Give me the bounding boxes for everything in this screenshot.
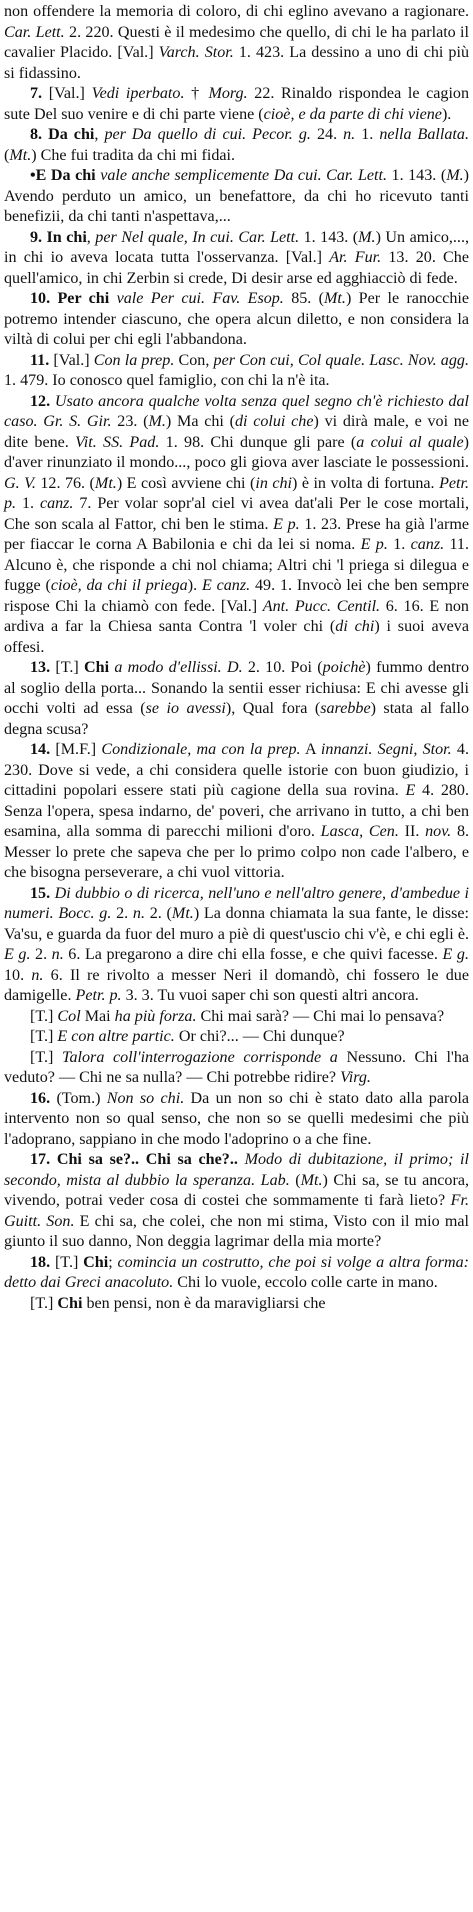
entry-heading: 12. bbox=[30, 392, 55, 410]
text-run: 6. 16. E non ardiva a far la Chiesa santa Contra 'l voler chi ( bbox=[4, 597, 469, 635]
italic-run: Mt. bbox=[324, 290, 346, 307]
text-run: [T.] bbox=[30, 1048, 63, 1066]
italic-run: se io avessi bbox=[145, 700, 226, 717]
text-run: ) fummo dentro al soglio della porta... Sonando la sentii esser richiusa: E chi avesse gli occhi volti ad essa ( bbox=[4, 659, 470, 717]
entry-heading: Chi bbox=[84, 659, 110, 676]
text-run: Con, bbox=[174, 351, 214, 369]
dictionary-paragraph bbox=[4, 1253, 469, 1294]
italic-run: canz. bbox=[39, 495, 74, 512]
text-run: 1. bbox=[387, 536, 411, 553]
dictionary-paragraph bbox=[4, 84, 469, 125]
dictionary-paragraph bbox=[4, 351, 469, 392]
text-run: (Tom.) bbox=[56, 1089, 107, 1107]
entry-heading: 9. In chi bbox=[30, 228, 87, 246]
italic-run: ha più forza. bbox=[114, 1007, 197, 1025]
text-run: 24. bbox=[310, 126, 344, 143]
text-run: Or chi?... — Chi dunque? bbox=[174, 1028, 345, 1045]
entry-heading: Chi bbox=[57, 1294, 83, 1312]
italic-run: Ant. Pucc. Centil. bbox=[262, 597, 381, 615]
italic-run: G. V. bbox=[4, 474, 36, 492]
text-run: Mai bbox=[80, 1007, 115, 1025]
text-run: ). bbox=[187, 577, 202, 594]
text-run: Nessuno. Chi l'ha veduto? — Chi ne sa nulla? — Chi potrebbe ridire? bbox=[4, 1048, 470, 1086]
dictionary-paragraph bbox=[4, 392, 469, 659]
italic-run: Virg. bbox=[340, 1069, 371, 1086]
text-run: 1. bbox=[355, 126, 380, 143]
entry-heading: 8. Da chi bbox=[30, 126, 95, 143]
text-run: 22. Rinaldo rispondea le cagion sute Del suo venire e di chi parte viene ( bbox=[4, 85, 470, 123]
text-run: 7. Per volar sopr'al ciel vi avea dat'ali Per le cose mortali, Che son scala al Fattor, chi ben le stima. bbox=[4, 495, 469, 533]
text-run: 13. 20. Che quell'amico, in chi Zerbin si crede, Di desir arse ed agghiacciò di fede. bbox=[4, 249, 469, 287]
entry-heading: •E Da chi bbox=[30, 167, 96, 184]
italic-run: n. bbox=[31, 966, 44, 984]
text-run: ( bbox=[289, 1171, 301, 1189]
text-run: 1. 98. Chi dunque gli pare ( bbox=[159, 433, 357, 451]
dictionary-paragraph bbox=[4, 884, 469, 1007]
italic-run: nov. bbox=[425, 823, 452, 840]
italic-run: in chi bbox=[255, 474, 293, 492]
italic-run: Lasca, Cen. bbox=[320, 823, 399, 840]
italic-run: Talora coll'interrogazione corrisponde a bbox=[62, 1048, 338, 1066]
text-run: A bbox=[300, 741, 321, 758]
italic-run: n. bbox=[132, 905, 145, 922]
text-run: [T.] bbox=[30, 1007, 58, 1025]
text-run: [Val.] bbox=[53, 351, 94, 369]
italic-run: Vit. SS. Pad. bbox=[75, 433, 160, 451]
text-run: 6. Il re rivolto a messer Neri il domandò, chi fossero le due damigelle. bbox=[4, 966, 470, 1004]
italic-run: Morg. bbox=[208, 85, 248, 102]
dictionary-paragraph bbox=[4, 289, 469, 351]
italic-run: per Con cui, Col quale. Lasc. Nov. agg. bbox=[213, 351, 469, 369]
text-run: 11. Alcuno è, che risponde a chi nol chiama; Altri chi 'l priega si dilegua e fugge ( bbox=[4, 536, 469, 594]
text-run: 4. 230. Dove si vede, a chi considera quelle istorie con buon giudizio, i cittadini popolari essere stati più cagione della sua rovina. bbox=[4, 741, 470, 799]
text-run: 23. ( bbox=[111, 413, 149, 430]
italic-run: sarebbe bbox=[320, 700, 371, 717]
italic-run: nella Ballata. bbox=[379, 126, 469, 143]
text-run: ) La donna chiamata la sua fante, le disse: Va'su, e guarda da fuor del muro a piè di quest'uscio chi v'è, e chi egli è. bbox=[4, 905, 470, 943]
text-run: ). bbox=[441, 105, 452, 123]
text-run: 2. 10. Poi ( bbox=[242, 659, 323, 676]
entry-heading: 10. Per chi bbox=[30, 290, 110, 307]
italic-run: Modo di dubitazione, il primo; il secondo, mista al dubbio la speranza. Lab. bbox=[4, 1151, 469, 1189]
italic-run: a colui al quale bbox=[356, 433, 464, 451]
italic-run: E p. bbox=[273, 515, 300, 533]
text-run: † bbox=[184, 85, 209, 102]
entry-heading: 18. bbox=[30, 1253, 55, 1271]
entry-heading: 13. bbox=[30, 659, 56, 676]
italic-run: vale Per cui. Fav. Esop. bbox=[116, 290, 284, 307]
italic-run: M. bbox=[148, 413, 166, 430]
text-run: , bbox=[86, 228, 96, 246]
text-run: [T.] bbox=[30, 1028, 58, 1045]
italic-run: Petr. p. bbox=[4, 474, 470, 512]
italic-run: Usato ancora qualche volta senza quel segno ch'è richiesto dal caso. Gr. S. Gir. bbox=[4, 392, 469, 430]
text-run: ) i suoi aveva offesi. bbox=[4, 618, 469, 656]
italic-run: M. bbox=[358, 228, 376, 246]
text-run: 3. 3. Tu vuoi saper chi son questi altri ancora. bbox=[121, 987, 419, 1004]
italic-run: cioè, da chi il priega bbox=[50, 577, 188, 594]
italic-run: Mt. bbox=[9, 146, 32, 164]
text-run: 1. 143. ( bbox=[299, 228, 359, 246]
text-run: ), Qual fora ( bbox=[225, 700, 321, 717]
text-run: 1. 479. Io conosco quel famiglio, con chi la n'è ita. bbox=[4, 372, 330, 389]
text-run: Chi mai sarà? — Chi mai lo pensava? bbox=[196, 1007, 445, 1025]
italic-run: E bbox=[405, 782, 416, 799]
text-run: [T.] bbox=[55, 659, 85, 676]
dictionary-paragraph bbox=[4, 1150, 469, 1253]
italic-run: E g. bbox=[4, 946, 31, 963]
text-run: ben pensi, non è da maravigliarsi che bbox=[82, 1294, 326, 1312]
italic-run: Non so chi. bbox=[106, 1089, 185, 1107]
italic-run: Condizionale, ma con la prep. bbox=[101, 741, 301, 758]
text-run: 1. 423. La dessino a uno di chi più si fidassino. bbox=[4, 44, 469, 82]
text-run: 85. ( bbox=[283, 290, 325, 307]
text-run: Chi lo vuole, eccolo colle carte in mano. bbox=[173, 1274, 438, 1291]
italic-run: di colui che bbox=[234, 413, 314, 430]
text-run: II. bbox=[398, 823, 426, 840]
text-run: 49. 1. Invocò lei che ben sempre rispose Chi la chiamò con fede. [Val.] bbox=[4, 577, 470, 615]
text-run: ) stata al fallo degna scusa? bbox=[4, 700, 469, 738]
text-run: 2. 220. Questi è il medesimo che quello, di chi le ha parlato il cavalier Placido. [Val.] bbox=[4, 23, 469, 61]
text-run: ) Che fui tradita da chi mi fidai. bbox=[31, 146, 236, 164]
italic-run: E canz. bbox=[201, 577, 251, 594]
text-run: ) Chi sa, se tu ancora, vivendo, potrai veder cosa di costei che sommamente ti farà lieto? bbox=[4, 1171, 469, 1209]
text-run: ) d'aver rinunziato il mondo..., poco gli giova aver lasciate le possessioni. bbox=[4, 433, 469, 471]
text-run: E chi sa, che colei, che non mi stima, Visto con il mio mal giunto il suo danno, Non deggia lagrimar della mia morte? bbox=[4, 1212, 470, 1250]
text-run: [M.F.] bbox=[55, 741, 102, 758]
italic-run: Petr. p. bbox=[75, 987, 122, 1004]
italic-run: Fr. Guitt. Son. bbox=[4, 1192, 469, 1230]
text-run: non offendere la memoria di coloro, di chi eglino avevano a ragionare. bbox=[4, 3, 469, 20]
italic-run: Ar. Fur. bbox=[329, 249, 382, 266]
italic-run: n. bbox=[51, 946, 64, 963]
italic-run: canz. bbox=[410, 536, 445, 553]
text-run: ( bbox=[4, 146, 10, 164]
text-run: ; bbox=[108, 1253, 118, 1271]
italic-run: E p. bbox=[360, 536, 388, 553]
entry-heading: Chi bbox=[83, 1253, 109, 1271]
italic-run: poichè bbox=[322, 659, 366, 676]
italic-run: n. bbox=[343, 126, 356, 143]
text-run: [Val.] bbox=[48, 85, 92, 102]
italic-run: cioè, e da parte di chi viene bbox=[263, 105, 442, 123]
text-run: 1. 143. ( bbox=[387, 167, 447, 184]
italic-run: Vedi iperbato. bbox=[91, 85, 185, 102]
text-run: 6. La pregarono a dire chi ella fosse, e che quivi facesse. bbox=[63, 946, 443, 963]
text-run: Da un non so chi è stato dato alla parola intervento non so qual senso, che non so se quelli medesimi che più l'adoprano, sappiano in che modo l'adoprino o a che fine. bbox=[4, 1089, 469, 1148]
entry-heading: 11. bbox=[30, 351, 54, 369]
italic-run: Con la prep. bbox=[93, 351, 175, 369]
text-run: ) Un amico,..., in chi io aveva locata tutta l'osservanza. [Val.] bbox=[4, 228, 470, 266]
italic-run: Di dubbio o di ricerca, nell'uno e nell'altro genere, d'ambedue i numeri. Bocc. g. bbox=[4, 884, 469, 922]
text-run: 8. Messer lo prete che sapeva che per lo primo colpo non cade l'albero, e che bisogna perseverare, a chi vuol vittoria. bbox=[4, 823, 470, 881]
italic-run: Car. Lett. bbox=[4, 23, 65, 41]
text-run: 1. 23. Prese ha già l'arme per fiaccar le corna A Babilonia e chi da lei si noma. bbox=[4, 515, 470, 553]
entry-heading: 14. bbox=[30, 741, 56, 758]
dictionary-paragraph bbox=[4, 228, 469, 290]
text-run: 2. bbox=[111, 905, 133, 922]
text-run bbox=[238, 1151, 245, 1168]
italic-run: Mt. bbox=[300, 1171, 323, 1189]
italic-run: Mt. bbox=[171, 905, 194, 922]
dictionary-paragraph bbox=[4, 125, 469, 166]
entry-heading: 7. bbox=[30, 85, 49, 102]
dictionary-paragraph bbox=[4, 166, 469, 228]
entry-heading: 16. bbox=[30, 1089, 57, 1107]
italic-run: Col bbox=[57, 1007, 81, 1025]
italic-run: E g. bbox=[442, 946, 469, 963]
italic-run: a modo d'ellissi. D. bbox=[114, 659, 243, 676]
italic-run: per Nel quale, In cui. Car. Lett. bbox=[95, 228, 300, 246]
italic-run: E con altre partic. bbox=[57, 1028, 175, 1045]
text-run: , bbox=[94, 126, 105, 143]
text-run: ) E così avviene chi ( bbox=[116, 474, 256, 492]
entry-heading: 17. Chi sa se?.. Chi sa che?.. bbox=[30, 1151, 238, 1168]
dictionary-paragraph bbox=[4, 658, 469, 740]
dictionary-paragraph bbox=[4, 740, 469, 884]
text-run: 12. 76. ( bbox=[35, 474, 95, 492]
text-run: ) Per le ranocchie potremo intender ciascuno, che opera alcun diletto, e non considera la viltà di colui per chi egli l'abbandona. bbox=[4, 290, 469, 348]
dictionary-paragraph bbox=[4, 1294, 469, 1315]
dictionary-paragraph bbox=[4, 1089, 469, 1151]
text-run bbox=[109, 290, 116, 307]
text-run: [T.] bbox=[30, 1294, 58, 1312]
text-run: 1. bbox=[16, 495, 40, 512]
dictionary-paragraph bbox=[4, 1007, 469, 1028]
dictionary-paragraph bbox=[4, 1027, 469, 1048]
text-run: [T.] bbox=[54, 1253, 84, 1271]
italic-run: innanzi. Segni, Stor. bbox=[320, 741, 452, 758]
dictionary-paragraph bbox=[4, 2, 469, 84]
italic-run: vale anche semplicemente Da cui. Car. Lett. bbox=[100, 167, 388, 184]
text-run: 4. 280. Senza l'opera, spesa indarno, de' poveri, che arrivano in tutto, a chi ben esamina, alla somma di parecchi milioni d'oro. bbox=[4, 782, 469, 840]
italic-run: Mt. bbox=[94, 474, 117, 492]
text-run: ) vi dirà male, e voi ne dite bene. bbox=[4, 413, 469, 451]
text-run: ) Ma chi ( bbox=[165, 413, 235, 430]
text-run: 2. bbox=[30, 946, 52, 963]
italic-run: di chi bbox=[335, 618, 375, 635]
text-run: 2. ( bbox=[145, 905, 172, 922]
dictionary-paragraph bbox=[4, 1048, 469, 1089]
italic-run: per Da quello di cui. Pecor. g. bbox=[104, 126, 311, 143]
text-run: ) è in volta di fortuna. bbox=[292, 474, 440, 492]
italic-run: M. bbox=[446, 167, 464, 184]
italic-run: Varch. Stor. bbox=[158, 44, 234, 61]
entry-heading: 15. bbox=[30, 884, 55, 902]
text-run: ) Avendo perduto un amico, un benefattore, da chi ho ricevuto tanti benefizii, da chi tanti n'aspettava,... bbox=[4, 167, 469, 225]
italic-run: comincia un costrutto, che poi si volge a altra forma: detto dai Greci anacoluto. bbox=[4, 1253, 470, 1291]
text-run: 10. bbox=[4, 966, 32, 984]
